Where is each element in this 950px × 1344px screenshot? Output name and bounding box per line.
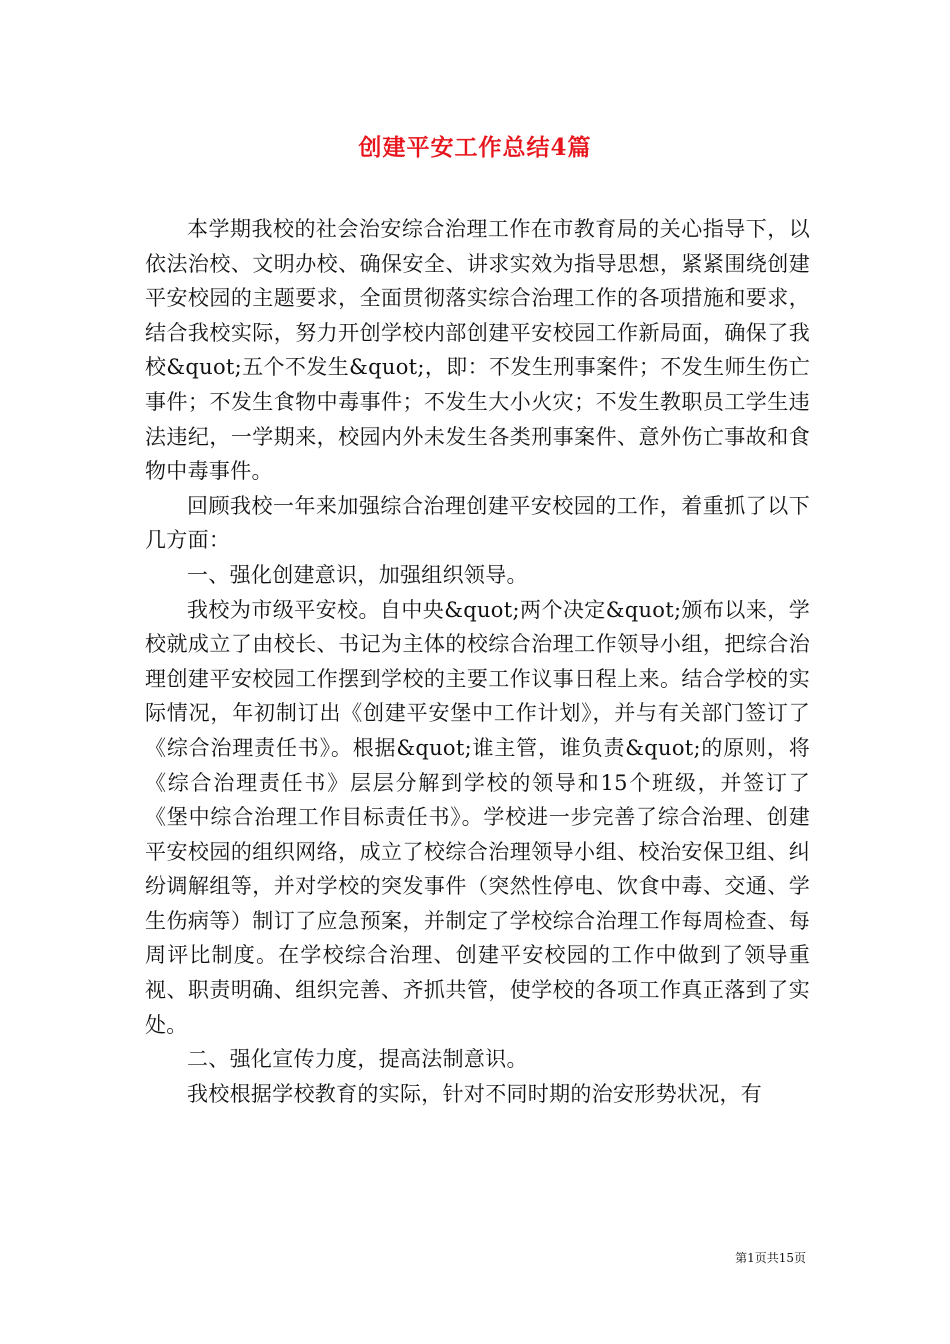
paragraph-review: 回顾我校一年来加强综合治理创建平安校园的工作，着重抓了以下几方面：: [145, 493, 810, 553]
page-number-footer: 第1页共15页: [735, 1251, 806, 1265]
section-heading-1: 一、强化创建意识，加强组织领导。: [187, 562, 528, 587]
document-title: 创建平安工作总结4篇: [358, 134, 592, 161]
paragraph-section-1: 我校为市级平安校。自中央&quot;两个决定&quot;颁布以来，学校就成立了由校长、书记为主体的校综合治理工作领导小组，把综合治理创建平安校园工作摆到学校的主要工作议事日程上来。结合学校的实际情况，年初制订出《创建平安堡中工作计划》，并与有关部门签订了《综合治理责任书》。根据&quot;谁主管，谁负责&quot;的原则，将《综合治理责任书》层层分解到学校的领导和15个班级，并签订了《堡中综合治理工作目标责任书》。学校进一步完善了综合治理、创建平安校园的组织网络，成立了校综合治理领导小组、校治安保卫组、纠纷调解组等，并对学校的突发事件（突然性停电、饮食中毒、交通、学生伤病等）制订了应急预案，并制定了学校综合治理工作每周检查、每周评比制度。在学校综合治理、创建平安校园的工作中做到了领导重视、职责明确、组织完善、齐抓共管，使学校的各项工作真正落到了实处。: [145, 597, 810, 1037]
paragraph-section-2: 我校根据学校教育的实际，针对不同时期的治安形势状况，有: [187, 1081, 763, 1106]
section-heading-2: 二、强化宣传力度，提高法制意识。: [187, 1047, 528, 1072]
paragraph-intro: 本学期我校的社会治安综合治理工作在市教育局的关心指导下，以依法治校、文明办校、确保安全、讲求实效为指导思想，紧紧围绕创建平安校园的主题要求，全面贯彻落实综合治理工作的各项措施和要求，结合我校实际，努力开创学校内部创建平安校园工作新局面，确保了我校&quot;五个不发生&quot;，即：不发生刑事案件；不发生师生伤亡事件；不发生食物中毒事件；不发生大小火灾；不发生教职员工学生违法违纪，一学期来，校园内外未发生各类刑事案件、意外伤亡事故和食物中毒事件。: [145, 217, 810, 484]
document-body: [145, 212, 810, 1111]
